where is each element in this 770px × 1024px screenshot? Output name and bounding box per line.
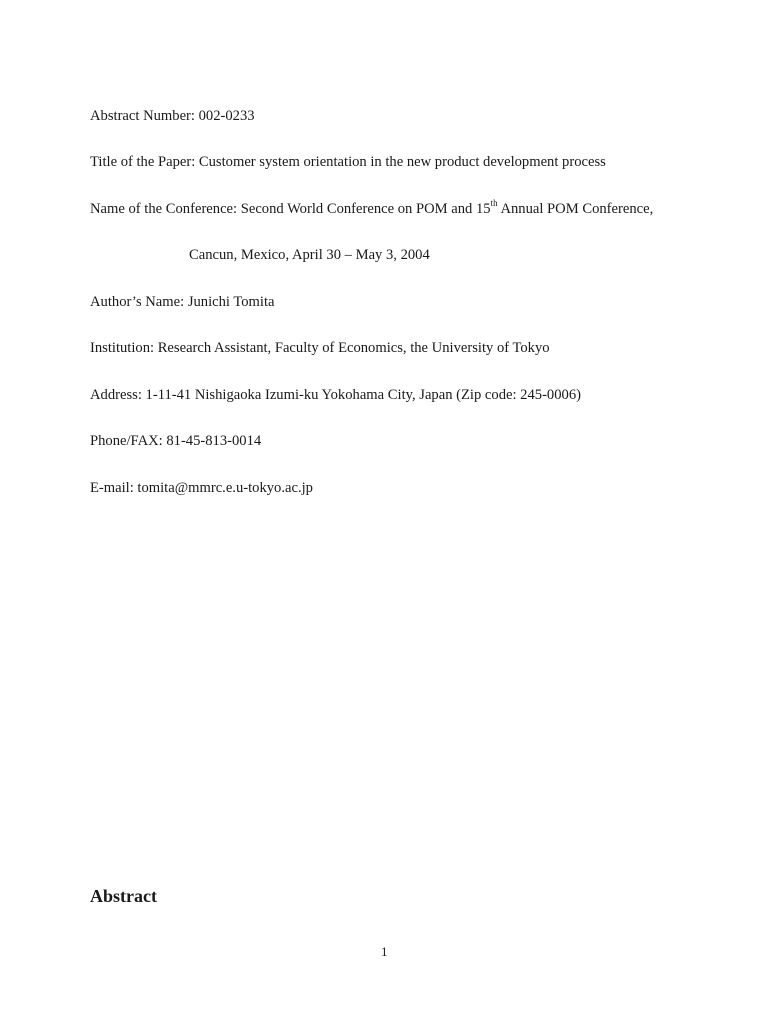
institution: Institution: Research Assistant, Faculty of Economics, the University of Tokyo	[90, 340, 550, 356]
address: Address: 1-11-41 Nishigaoka Izumi-ku Yokohama City, Japan (Zip code: 245-0006)	[90, 387, 581, 403]
abstract-heading: Abstract	[90, 886, 157, 906]
page-number: 1	[381, 944, 388, 959]
author-name: Author’s Name: Junichi Tomita	[90, 294, 275, 310]
conference-name-text: Name of the Conference: Second World Conference on POM and 15	[90, 201, 491, 217]
conference-location: Cancun, Mexico, April 30 – May 3, 2004	[189, 247, 430, 263]
paper-title: Title of the Paper: Customer system orientation in the new product development process	[90, 154, 606, 170]
abstract-number: Abstract Number: 002-0233	[90, 108, 255, 124]
email: E-mail: tomita@mmrc.e.u-tokyo.ac.jp	[90, 480, 313, 496]
ordinal-superscript: th	[490, 198, 498, 209]
conference-name	[90, 200, 653, 218]
conference-name-text-end: Annual POM Conference,	[497, 201, 654, 217]
phone-fax: Phone/FAX: 81-45-813-0014	[90, 433, 262, 449]
